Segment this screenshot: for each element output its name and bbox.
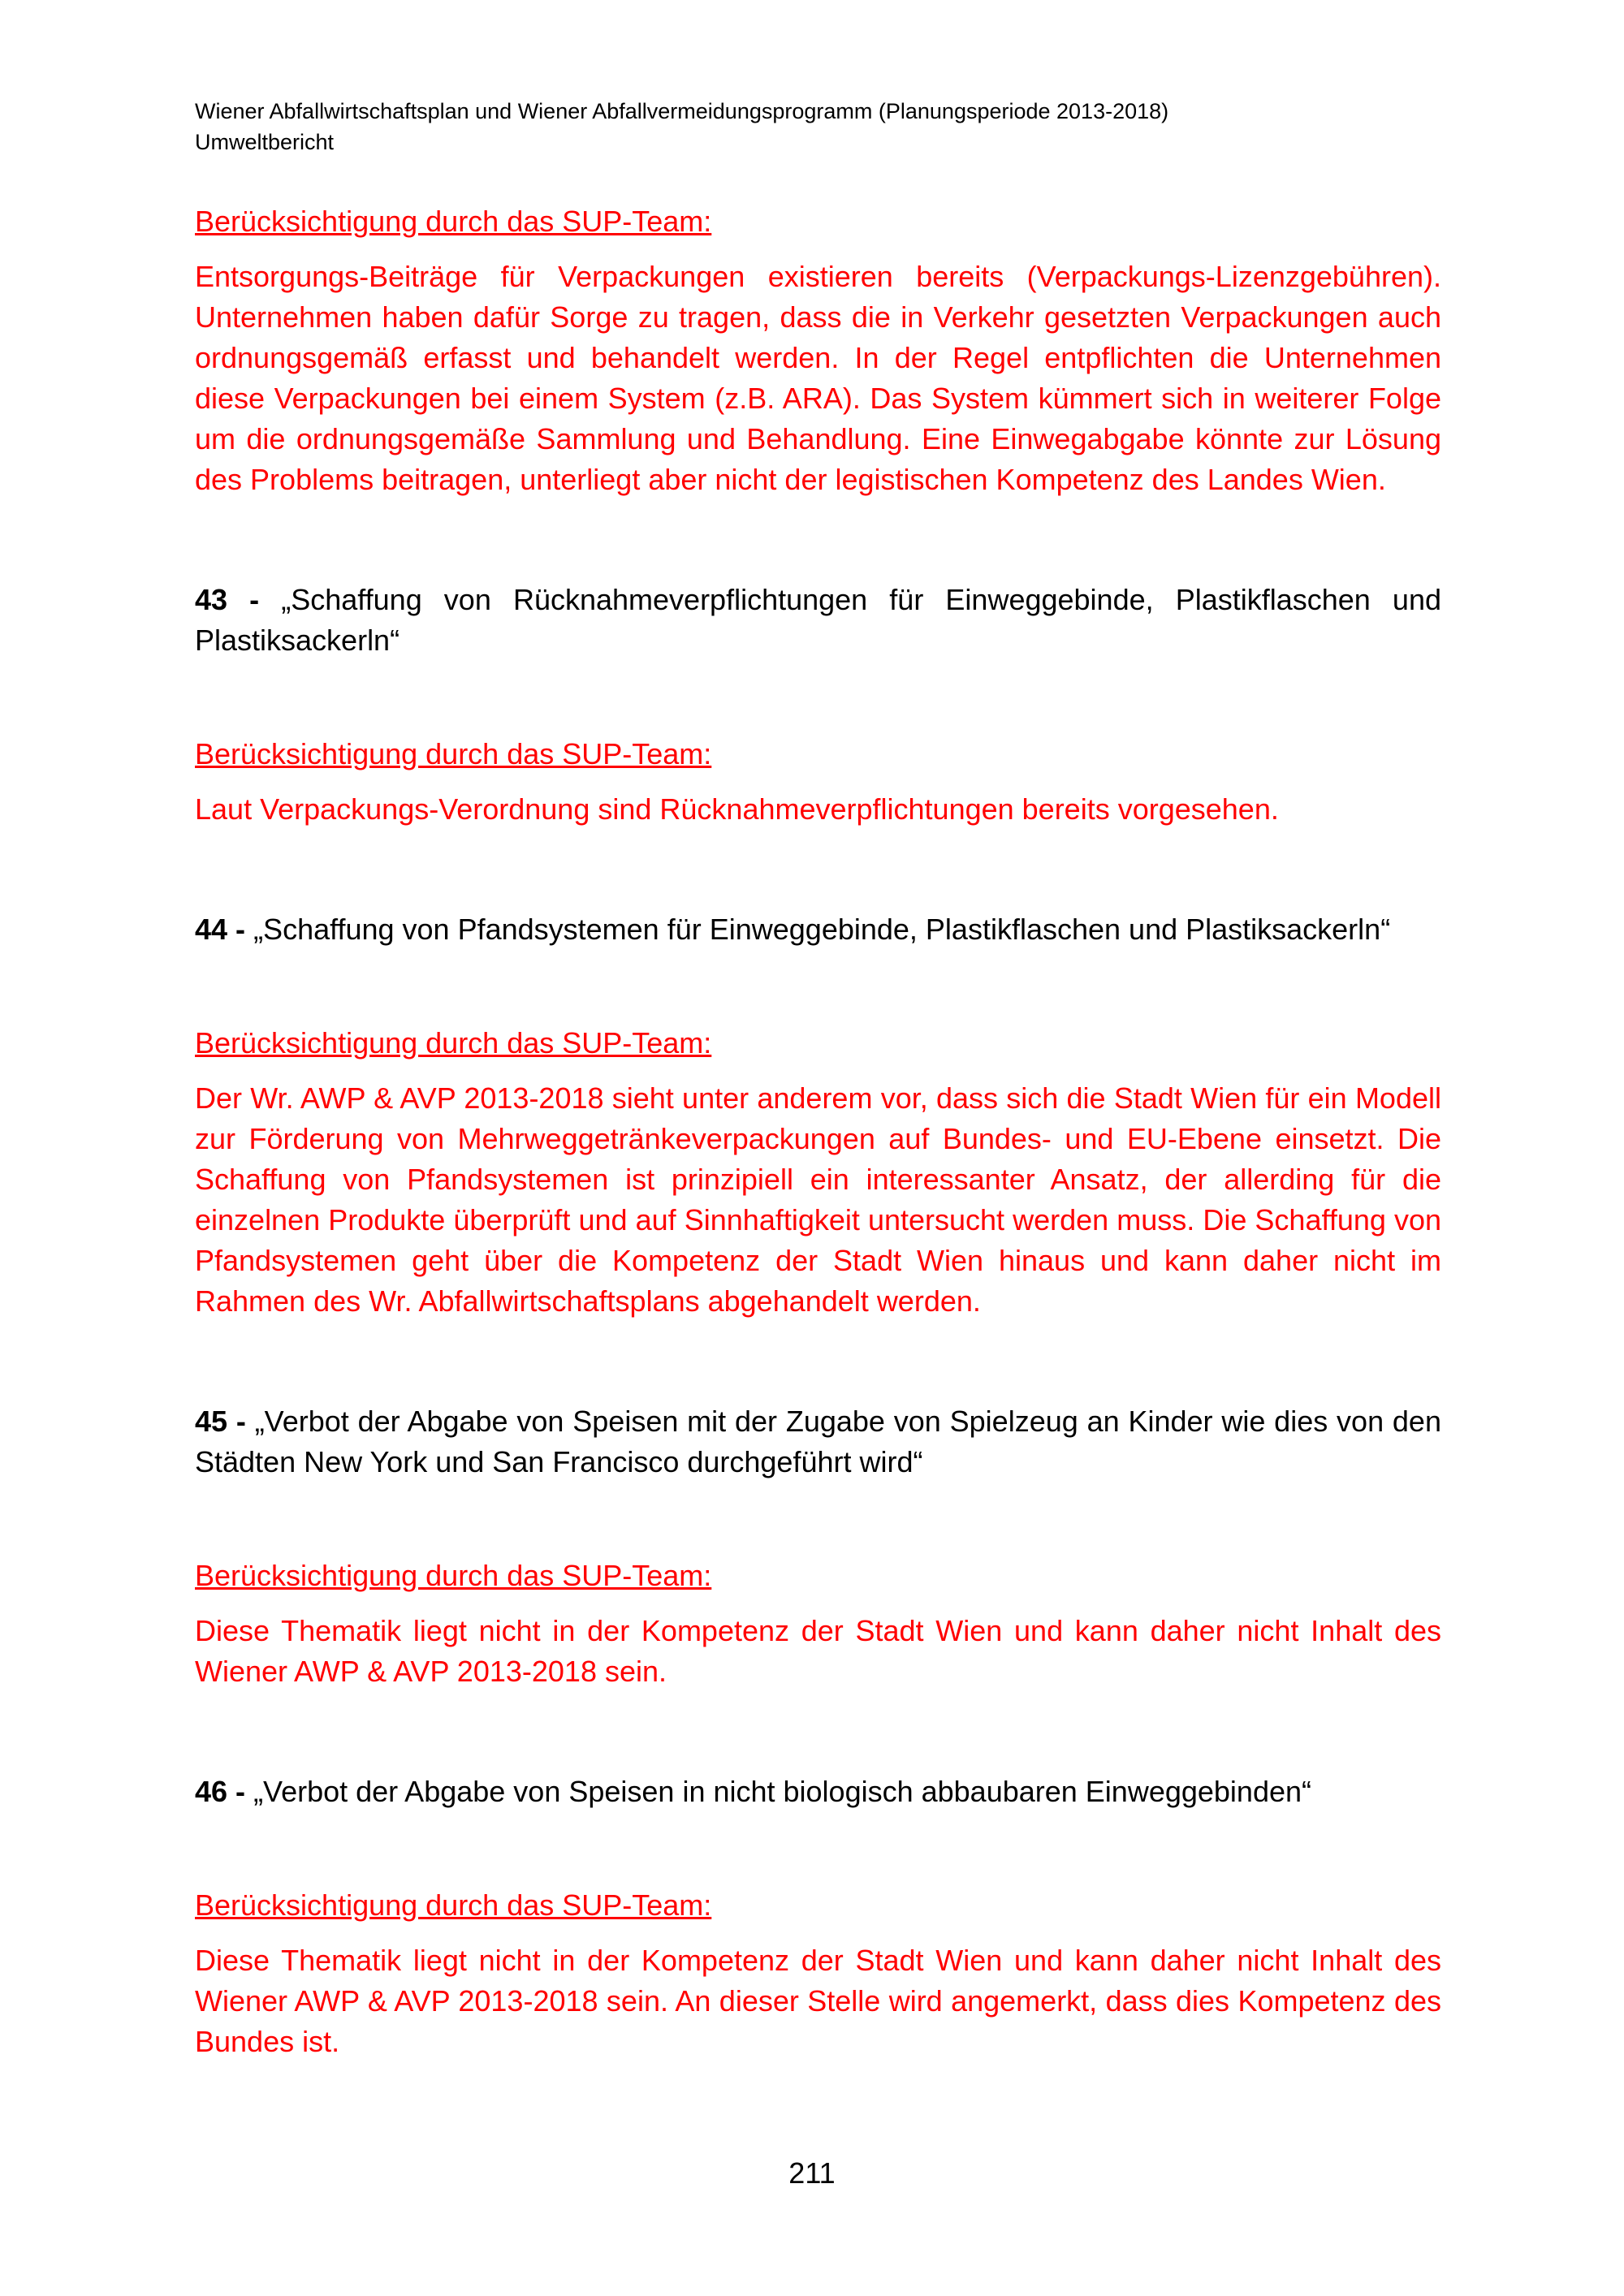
- sup-heading: Berücksichtigung durch das SUP-Team:: [195, 205, 712, 238]
- sup-text: Diese Thematik liegt nicht in der Kompetenz der Stadt Wien und kann daher nicht Inhalt des Wiener AWP & AVP 2013-2018 sein. An dieser Stelle wird angemerkt, dass dies Kompetenz des Bundes ist.: [195, 1944, 1441, 2058]
- page-number: 211: [788, 2156, 836, 2190]
- answer-block: [195, 1023, 1441, 1322]
- page-header: [195, 96, 1429, 158]
- item-text: „Schaffung von Pfandsystemen für Einweggebinde, Plastikflaschen und Plastiksackerln“: [253, 913, 1391, 946]
- sup-text: Entsorgungs-Beiträge für Verpackungen existieren bereits (Verpackungs-Lizenzgebühren). Unternehmen haben dafür Sorge zu tragen, dass die in Verkehr gesetzten Verpackungen auch ordnungsgemäß erfasst und behandelt werden. In der Regel entpflichten die Unternehmen diese Verpackungen bei einem System (z.B. ARA). Das System kümmert sich in weiterer Folge um die ordnungsgemäße Sammlung und Behandlung. Eine Einwegabgabe könnte zur Lösung des Problems beitragen, unterliegt aber nicht der legistischen Kompetenz des Landes Wien.: [195, 260, 1441, 496]
- sup-text: Der Wr. AWP & AVP 2013-2018 sieht unter anderem vor, dass sich die Stadt Wien für ein Modell zur Förderung von Mehrweggetränkeverpackungen auf Bundes- und EU-Ebene einsetzt. Die Schaffung von Pfandsystemen ist prinzipiell ein interessanter Ansatz, der allerding für die einzelnen Produkte überprüft und auf Sinnhaftigkeit untersucht werden muss. Die Schaffung von Pfandsystemen geht über die Kompetenz der Stadt Wien hinaus und kann daher nicht im Rahmen des Wr. Abfallwirtschaftsplans abgehandelt werden.: [195, 1081, 1441, 1318]
- item-45: [195, 1401, 1441, 1482]
- item-46: [195, 1772, 1441, 1812]
- header-subtitle: Umweltbericht: [195, 130, 335, 154]
- sup-heading: Berücksichtigung durch das SUP-Team:: [195, 1559, 712, 1592]
- answer-block: [195, 1556, 1441, 1692]
- answer-block: [195, 1885, 1441, 2062]
- item-number: 46 -: [195, 1775, 246, 1808]
- sup-heading: Berücksichtigung durch das SUP-Team:: [195, 1026, 712, 1060]
- item-text: „Verbot der Abgabe von Speisen in nicht biologisch abbaubaren Einweggebinden“: [253, 1775, 1312, 1808]
- spacer: [195, 500, 1441, 580]
- spacer: [195, 1322, 1441, 1401]
- item-text: „Verbot der Abgabe von Speisen mit der Zugabe von Spielzeug an Kinder wie dies von den Städten New York und San Francisco durchgeführt wird“: [195, 1405, 1441, 1478]
- item-43: [195, 580, 1441, 661]
- answer-block: [195, 201, 1441, 500]
- answer-block: [195, 734, 1441, 830]
- sup-text: Laut Verpackungs-Verordnung sind Rücknahmeverpflichtungen bereits vorgesehen.: [195, 792, 1279, 826]
- header-title: Wiener Abfallwirtschaftsplan und Wiener Abfallvermeidungsprogramm (Planungsperiode 2013-2018): [195, 99, 1169, 123]
- item-number: 43 -: [195, 583, 260, 616]
- spacer: [195, 1812, 1441, 1885]
- spacer: [195, 661, 1441, 734]
- item-text: „Schaffung von Rücknahmeverpflichtungen für Einweggebinde, Plastikflaschen und Plastiksackerln“: [195, 583, 1441, 657]
- sup-text: Diese Thematik liegt nicht in der Kompetenz der Stadt Wien und kann daher nicht Inhalt des Wiener AWP & AVP 2013-2018 sein.: [195, 1614, 1441, 1688]
- item-number: 45 -: [195, 1405, 246, 1438]
- item-number: 44 -: [195, 913, 246, 946]
- item-44: [195, 909, 1441, 950]
- sup-heading: Berücksichtigung durch das SUP-Team:: [195, 1888, 712, 1922]
- sup-heading: Berücksichtigung durch das SUP-Team:: [195, 737, 712, 770]
- spacer: [195, 1692, 1441, 1772]
- document-body: [195, 201, 1441, 2062]
- spacer: [195, 830, 1441, 909]
- spacer: [195, 1482, 1441, 1556]
- spacer: [195, 950, 1441, 1023]
